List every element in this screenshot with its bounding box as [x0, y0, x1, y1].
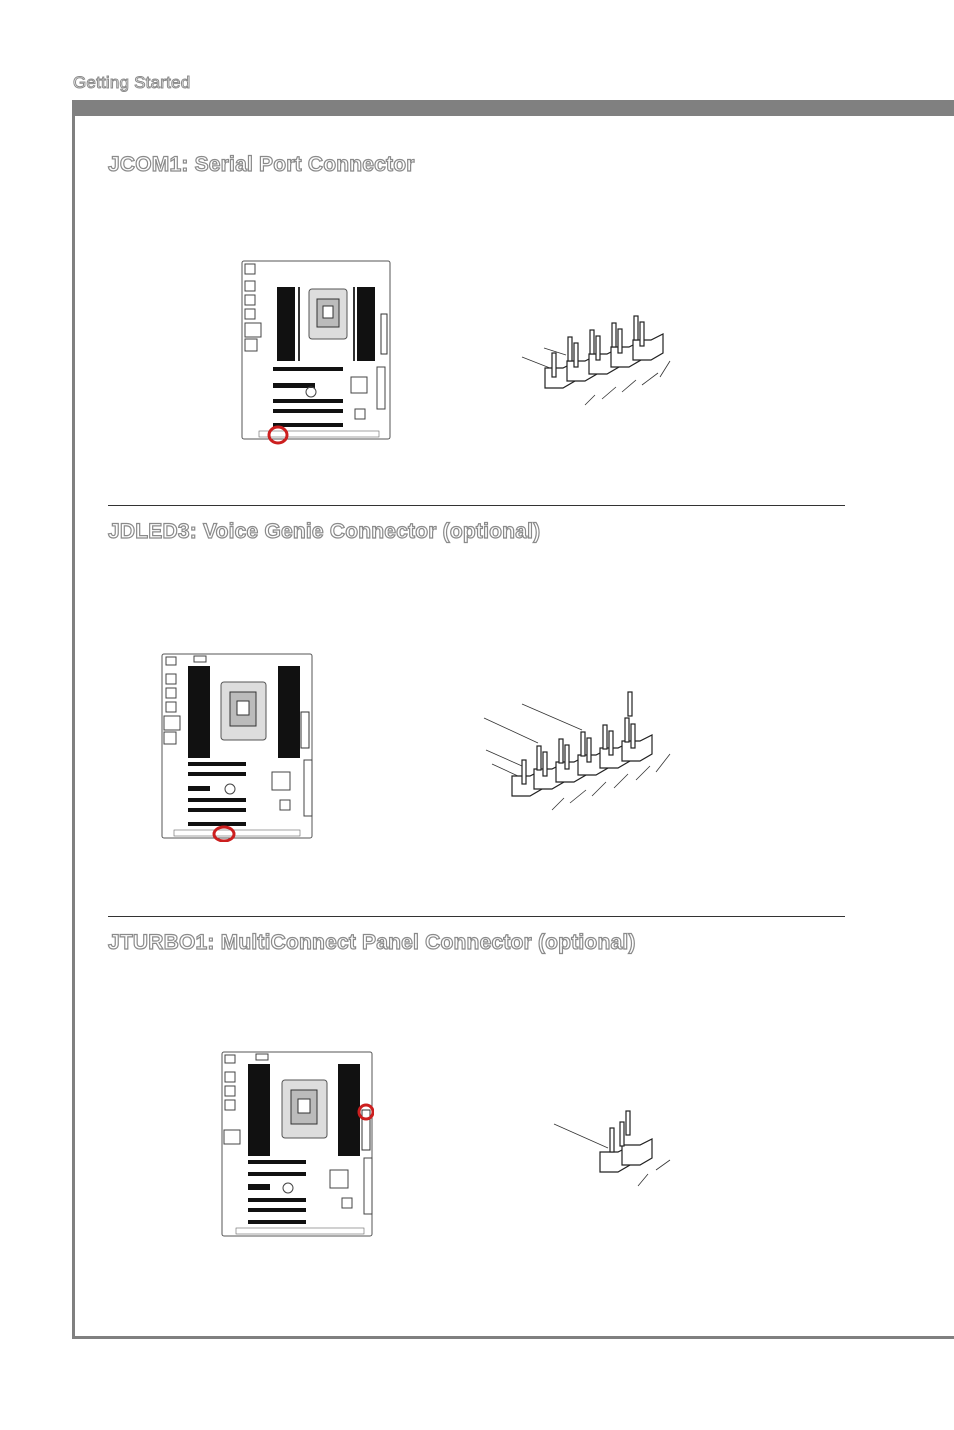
motherboard-diagram-jturbo1: [220, 1050, 374, 1240]
left-rule: [72, 100, 75, 1338]
pin-header-diagram-jdled3: [482, 688, 682, 813]
pin-header-diagram-jcom1: [520, 313, 680, 413]
section-divider: [108, 916, 845, 917]
section-title-jdled3: JDLED3: Voice Genie Connector (optional): [108, 520, 541, 543]
bottom-rule: [72, 1336, 954, 1339]
page-header-label: Getting Started: [73, 73, 191, 92]
motherboard-diagram-jdled3: [158, 652, 314, 842]
motherboard-diagram-jcom1: [241, 259, 391, 449]
pin-header-diagram-jturbo1: [552, 1108, 672, 1188]
section-divider: [108, 505, 845, 506]
section-title-jturbo1: JTURBO1: MultiConnect Panel Connector (optional): [108, 931, 636, 954]
top-bar: [72, 100, 954, 116]
section-title-jcom1: JCOM1: Serial Port Connector: [108, 153, 415, 176]
